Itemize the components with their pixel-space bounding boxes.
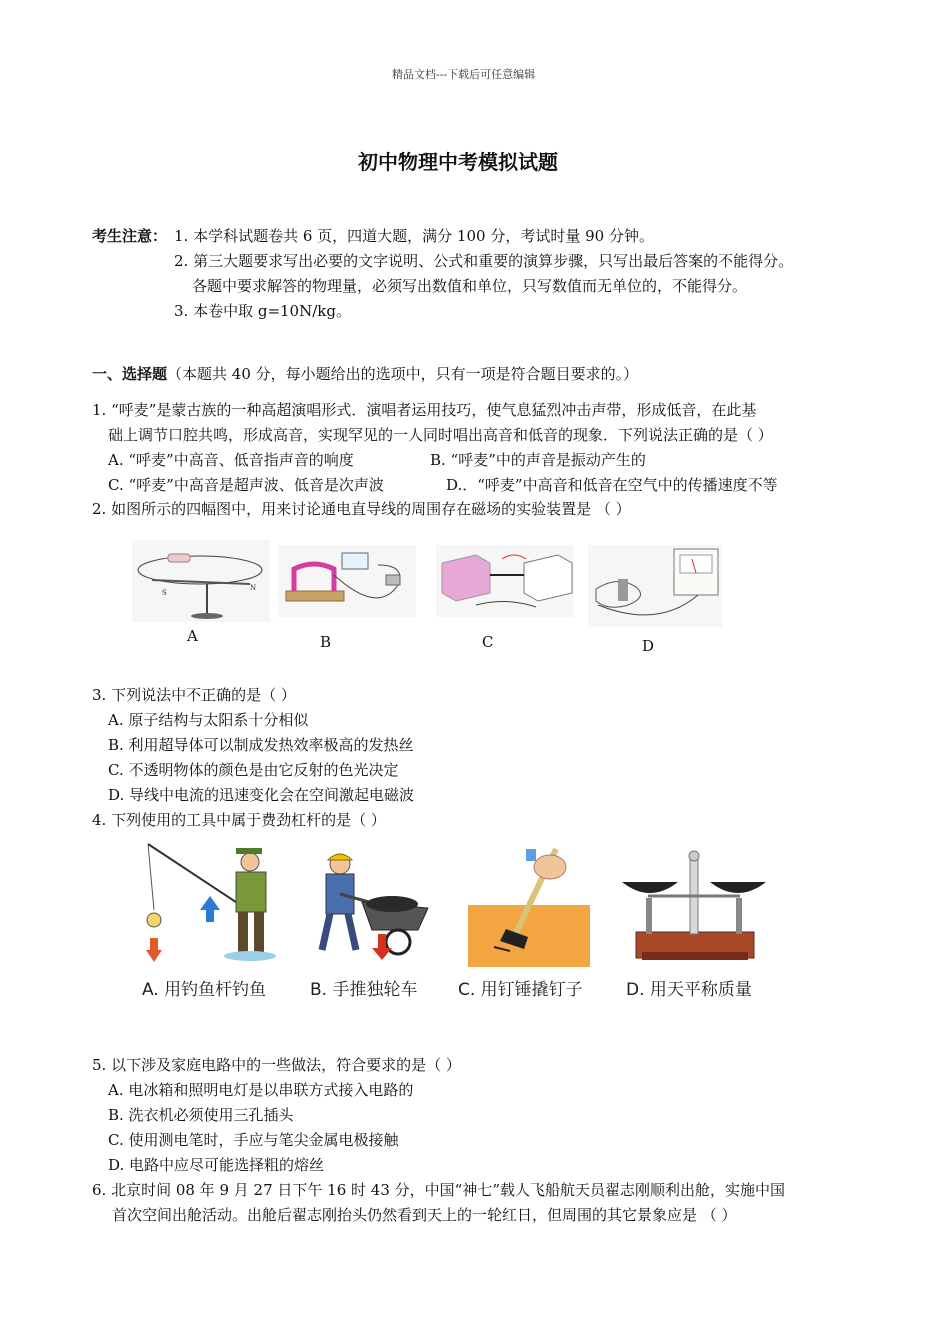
q4-text: 4. 下列使用的工具中属于费劲杠杆的是（ ） bbox=[92, 811, 386, 829]
q1-line-1: 1. “呼麦”是蒙古族的一种高超演唱形式．演唱者运用技巧，使气息猛烈冲击声带，形成低音，在此基 bbox=[92, 401, 757, 419]
q4-figure-fishing bbox=[138, 840, 278, 968]
q2-figure-c bbox=[436, 545, 574, 617]
q2-label-c: C bbox=[482, 633, 494, 651]
q2-figure-a bbox=[132, 540, 270, 622]
q5-text: 5. 以下涉及家庭电路中的一些做法，符合要求的是（ ） bbox=[92, 1056, 461, 1074]
notice-item-3: 3. 本卷中取 g=10N/kg。 bbox=[174, 302, 351, 320]
notice-label: 考生注意： bbox=[92, 227, 168, 245]
q1-option-d: D.．“呼麦”中高音和低音在空气中的传播速度不等 bbox=[446, 476, 778, 494]
q2-figure-b bbox=[278, 545, 416, 617]
q1-option-b: B. “呼麦”中的声音是振动产生的 bbox=[430, 451, 646, 469]
q5-option-b: B. 洗衣机必须使用三孔插头 bbox=[108, 1106, 294, 1124]
q3-text: 3. 下列说法中不正确的是（ ） bbox=[92, 686, 296, 704]
page-title: 初中物理中考模拟试题 bbox=[358, 150, 558, 174]
q3-option-d: D. 导线中电流的迅速变化会在空间激起电磁波 bbox=[108, 786, 415, 804]
q3-option-a: A. 原子结构与太阳系十分相似 bbox=[108, 711, 309, 729]
q2-figure-d bbox=[588, 545, 722, 627]
q4-caption-b: B. 手推独轮车 bbox=[310, 980, 418, 1000]
q2-label-a: A bbox=[187, 627, 198, 645]
q2-label-d: D bbox=[642, 637, 655, 655]
section-desc: （本题共 40 分，每小题给出的选项中，只有一项是符合题目要求的。） bbox=[167, 365, 639, 383]
section-heading bbox=[92, 364, 638, 384]
q2-label-b: B bbox=[320, 633, 332, 651]
q1-option-c: C. “呼麦”中高音是超声波、低音是次声波 bbox=[108, 476, 384, 494]
q4-figure-hammer bbox=[466, 845, 596, 969]
q2-text: 2. 如图所示的四幅图中，用来讨论通电直导线的周围存在磁场的实验装置是 （ ） bbox=[92, 500, 631, 518]
q6-line-2: 首次空间出舱活动。出舱后翟志刚抬头仍然看到天上的一轮红日，但周围的其它景象应是 （ ） bbox=[112, 1206, 737, 1224]
q5-option-d: D. 电路中应尽可能选择粗的熔丝 bbox=[108, 1156, 325, 1174]
q6-line-1: 6. 北京时间 08 年 9 月 27 日下午 16 时 43 分，中国“神七”载人飞船航天员翟志刚顺利出舱，实施中国 bbox=[92, 1181, 785, 1199]
q5-option-c: C. 使用测电笔时，手应与笔尖金属电极接触 bbox=[108, 1131, 399, 1149]
q4-caption-a: A. 用钓鱼杆钓鱼 bbox=[142, 980, 267, 1000]
q3-option-c: C. 不透明物体的颜色是由它反射的色光决定 bbox=[108, 761, 399, 779]
q4-caption-c: C. 用钉锤撬钉子 bbox=[458, 980, 583, 1000]
q5-option-a: A. 电冰箱和照明电灯是以串联方式接入电路的 bbox=[108, 1081, 414, 1099]
q4-caption-d: D. 用天平称质量 bbox=[626, 980, 752, 1000]
q3-option-b: B. 利用超导体可以制成发热效率极高的发热丝 bbox=[108, 736, 414, 754]
svg-text:S: S bbox=[162, 589, 167, 597]
q1-option-a: A. “呼麦”中高音、低音指声音的响度 bbox=[108, 451, 354, 469]
q1-line-2: 础上调节口腔共鸣，形成高音，实现罕见的一人同时唱出高音和低音的现象．下列说法正确的是（ ） bbox=[108, 426, 773, 444]
page-header: 精品文档---下载后可任意编辑 bbox=[392, 68, 536, 81]
section-title: 一、选择题 bbox=[92, 365, 168, 383]
notice-item-2-cont: 各题中要求解答的物理量，必须写出数值和单位，只写数值而无单位的，不能得分。 bbox=[192, 277, 748, 295]
notice-item-2: 2. 第三大题要求写出必要的文字说明、公式和重要的演算步骤，只写出最后答案的不能得分。 bbox=[174, 252, 794, 270]
notice-item-1: 1. 本学科试题卷共 6 页，四道大题，满分 100 分，考试时量 90 分钟。 bbox=[174, 227, 654, 245]
q4-figure-wheelbarrow bbox=[300, 850, 440, 968]
q4-figure-balance bbox=[618, 848, 768, 964]
svg-text:N: N bbox=[250, 584, 257, 592]
